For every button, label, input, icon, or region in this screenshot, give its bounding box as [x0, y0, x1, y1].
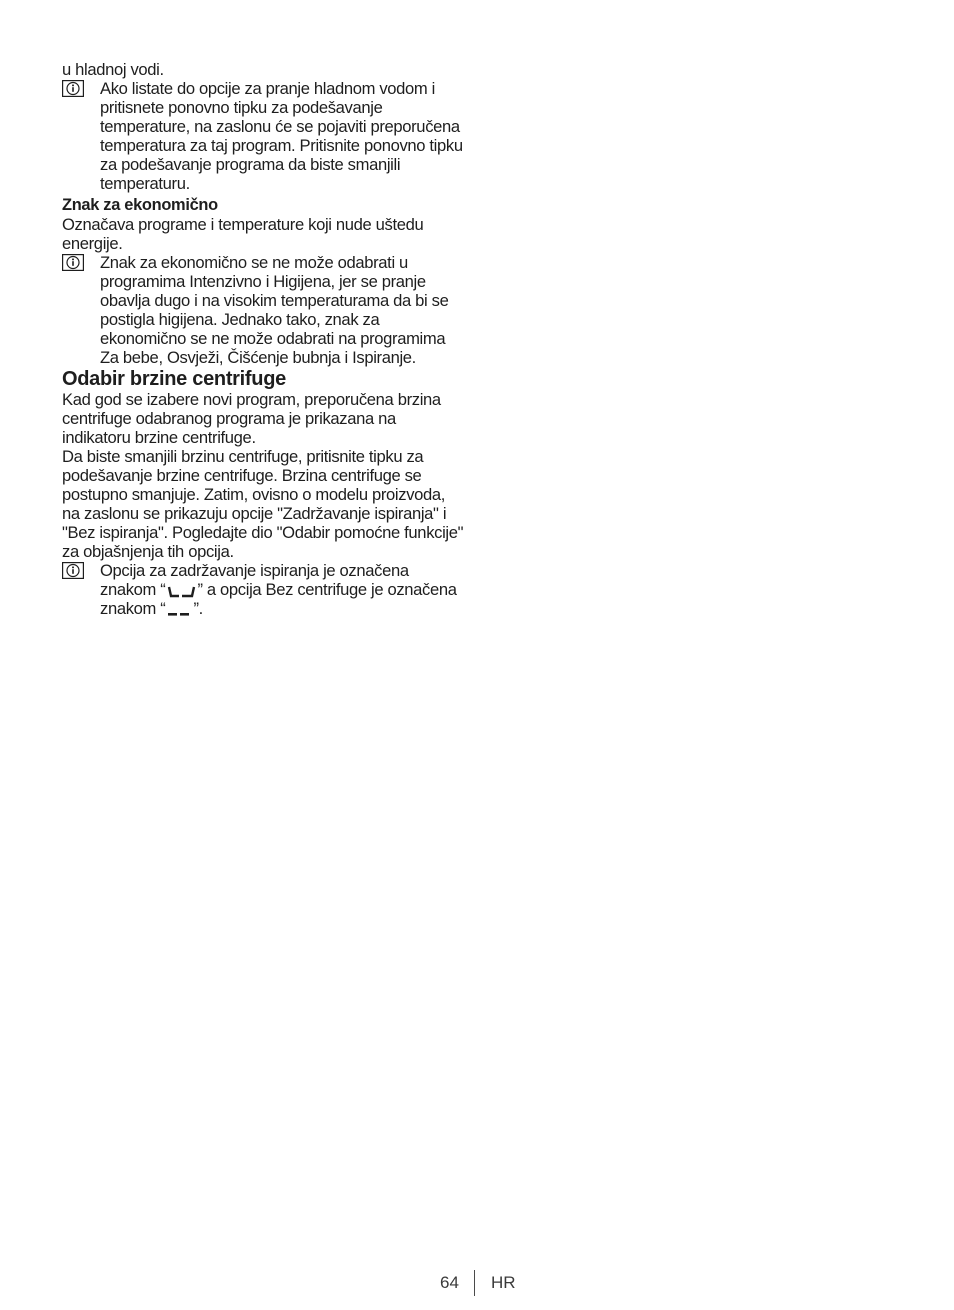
- eco-heading: Znak za ekonomično: [62, 196, 218, 214]
- rinse-hold-symbol-icon: [166, 584, 196, 598]
- page-number: 64: [440, 1273, 459, 1292]
- intro-line: u hladnoj vodi.: [62, 60, 164, 79]
- page-content: [62, 60, 467, 618]
- footer-divider: [474, 1270, 475, 1296]
- page-footer: [440, 1270, 516, 1296]
- spin-paragraph-2: Da biste smanjili brzinu centrifuge, pritisnite tipku za podešavanje brzine centrifuge. Brzina centrifuge se postupno smanjuje. Zatim, ovisno o modelu proizvoda, na zaslonu se prikazuju opcije "Zadržavanje ispiranja" i "Bez ispiranja". Pogledajte dio "Odabir pomoćne funkcije" za objašnjenja tih opcija.: [62, 447, 464, 561]
- spin-speed-heading: Odabir brzine centrifuge: [62, 368, 286, 390]
- info-icon: [62, 80, 84, 97]
- info-icon: [62, 562, 84, 579]
- info-note-eco: [62, 253, 467, 367]
- note-text: Ako listate do opcije za pranje hladnom vodom i pritisnete ponovno tipku za podešavanje temperature, na zaslonu će se pojaviti preporučena temperatura za taj program. Pritisnite ponovno tipku za podešavanje programa da biste smanjili temperaturu.: [100, 79, 463, 193]
- spin-paragraph-1: Kad god se izabere novi program, preporučena brzina centrifuge odabranog programa je prikazana na indikatoru brzine centrifuge.: [62, 390, 441, 447]
- eco-text: Označava programe i temperature koji nude uštedu energije.: [62, 215, 424, 253]
- info-icon: [62, 254, 84, 271]
- info-note-cold-wash: [62, 79, 467, 193]
- note-text-part-1: Opcija za zadržavanje ispiranja je označena znakom “: [100, 561, 409, 599]
- note-text-part-3: ”.: [193, 599, 203, 618]
- language-code: HR: [491, 1273, 516, 1292]
- note-text-part-2: ” a opcija Bez centrifuge je označena znakom “: [100, 580, 457, 618]
- info-note-spin-symbols: [62, 561, 467, 618]
- note-text: Znak za ekonomično se ne može odabrati u programima Intenzivno i Higijena, jer se pranje obavlja dugo i na visokim temperaturama da bi se postigla higijena. Jednako tako, znak za ekonomično se ne može odabrati na programima Za bebe, Osvježi, Čišćenje bubnja i Ispiranje.: [100, 253, 449, 367]
- no-spin-symbol-icon: [166, 603, 192, 617]
